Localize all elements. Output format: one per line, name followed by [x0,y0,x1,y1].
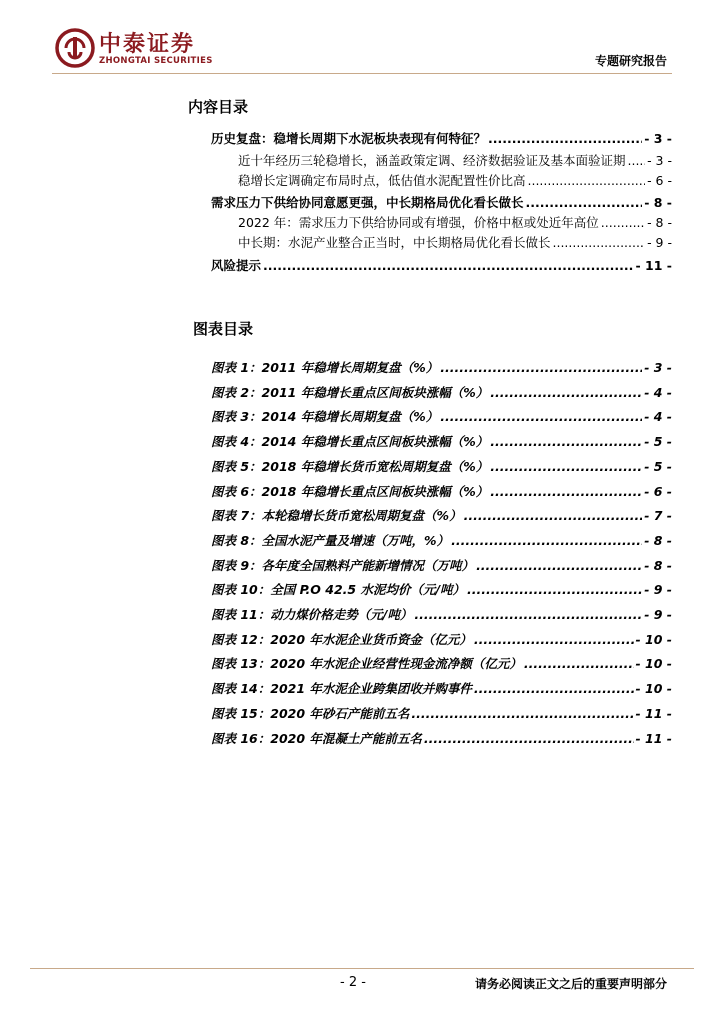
toc-entry[interactable] [211,484,672,500]
toc-entry-page: - 9 - [644,607,672,622]
toc-entry-text: 图表 16：2020 年混凝土产能前五名 [211,730,422,746]
toc-entry-page: - 11 - [635,730,672,746]
toc-leader-dots [424,731,634,747]
toc-entry-page: - 9 - [644,582,672,598]
toc-leader-dots [474,681,634,697]
toc-entry-page: - 10 - [635,631,672,647]
toc-leader-dots [464,508,643,524]
toc-entry-page: - 4 - [644,409,672,425]
toc-leader-dots [411,706,633,722]
footer-disclaimer: 请务必阅读正文之后的重要声明部分 [474,977,667,991]
toc-entry[interactable] [211,434,672,450]
toc-leader-dots [476,558,642,574]
toc-leader-dots [467,582,642,598]
toc-leader-dots [526,195,643,211]
toc-leader-dots [414,607,642,623]
logo-emblem-icon [55,28,95,68]
toc-entry-text: 图表 15：2020 年砂石产能前五名 [211,705,410,721]
toc-leader-dots [490,385,642,401]
toc-entry-text: 图表 4：2014 年稳增长重点区间板块涨幅（%） [211,434,489,450]
toc-entry-text: 图表 8：全国水泥产量及增速（万吨，%） [211,532,450,548]
toc-entry-text: 图表 9：各年度全国熟料产能新增情况（万吨） [211,557,475,573]
toc-entry-text: 图表 13：2020 年水泥企业经营性现金流净额（亿元） [211,656,522,672]
toc-entry[interactable] [211,706,672,722]
toc-entry[interactable] [238,215,672,231]
toc-leader-dots [474,632,634,648]
toc-leader-dots [440,409,642,425]
figures-title: 图表目录 [193,320,254,338]
toc-entry-page: - 8 - [647,215,672,230]
toc-entry[interactable] [211,409,672,425]
toc-entry[interactable] [211,258,672,274]
toc-entry-page: - 5 - [644,434,672,450]
toc-entry[interactable] [211,508,672,524]
toc-entry-page: - 10 - [635,681,672,697]
toc-entry[interactable] [211,195,672,211]
toc-entry-page: - 7 - [644,508,672,524]
footer-divider [30,968,694,969]
toc-entry-text: 稳增长定调确定布局时点，低估值水泥配置性价比高 [238,173,526,188]
toc-entry-text: 图表 3：2014 年稳增长周期复盘（%） [211,409,439,425]
toc-entry-text: 图表 12：2020 年水泥企业货币资金（亿元） [211,631,472,647]
toc-entry-page: - 8 - [644,195,672,210]
toc-entry-page: - 3 - [644,131,672,146]
toc-entry[interactable] [238,173,672,189]
toc-entry-page: - 6 - [647,173,672,188]
toc-entry-page: - 3 - [644,360,672,375]
toc-entry-text: 图表 7：本轮稳增长货币宽松周期复盘（%） [211,508,462,524]
toc-entry-text: 图表 5：2018 年稳增长货币宽松周期复盘（%） [211,458,489,474]
toc-leader-dots [451,533,642,549]
toc-entry-page: - 4 - [644,384,672,400]
logo-chinese-name: 中泰证券 [99,32,196,57]
logo-english-name: ZHONGTAI SECURITIES [99,56,213,66]
toc-entry-text: 需求压力下供给协同意愿更强，中长期格局优化看长做长 [211,195,524,210]
toc-entry-text: 图表 10：全国 P.O 42.5 水泥均价（元/吨） [211,582,466,598]
toc-entry-text: 图表 1：2011 年稳增长周期复盘（%） [211,360,439,375]
toc-leader-dots [488,131,642,147]
toc-entry[interactable] [211,131,672,147]
toc-leader-dots [440,360,642,376]
toc-entry[interactable] [211,558,672,574]
toc-entry[interactable] [238,153,672,169]
toc-entry-page: - 11 - [635,705,672,721]
toc-leader-dots [524,656,634,672]
toc-leader-dots [528,173,646,189]
toc-leader-dots [628,153,646,169]
toc-entry[interactable] [238,235,672,251]
page-header [0,0,724,80]
toc-entry-text: 图表 14：2021 年水泥企业跨集团收并购事件 [211,681,472,697]
toc-entry[interactable] [211,607,672,623]
toc-leader-dots [490,459,642,475]
toc-entry[interactable] [211,385,672,401]
toc-entry-text: 图表 11：动力煤价格走势（元/吨） [211,607,413,622]
toc-leader-dots [490,434,642,450]
page-number: - 2 - [340,975,366,990]
toc-entry[interactable] [211,360,672,376]
contents-title: 内容目录 [188,98,249,116]
toc-entry-text: 2022 年：需求压力下供给协同或有增强，价格中枢或处近年高位 [238,215,599,230]
toc-leader-dots [263,258,634,274]
toc-entry-page: - 10 - [635,656,672,672]
toc-entry[interactable] [211,632,672,648]
toc-entry[interactable] [211,656,672,672]
toc-entry-page: - 9 - [647,235,672,250]
toc-leader-dots [601,215,645,231]
document-type-label: 专题研究报告 [594,54,667,68]
toc-entry-page: - 8 - [644,557,672,573]
toc-entry-text: 历史复盘：稳增长周期下水泥板块表现有何特征？ [211,131,487,146]
toc-entry-page: - 11 - [635,258,672,273]
toc-entry-text: 图表 2：2011 年稳增长重点区间板块涨幅（%） [211,384,489,400]
toc-leader-dots [490,484,642,500]
toc-entry-text: 风险提示 [211,258,262,273]
toc-entry-text: 中长期：水泥产业整合正当时，中长期格局优化看长做长 [238,235,551,250]
toc-entry[interactable] [211,582,672,598]
toc-entry[interactable] [211,731,672,747]
toc-entry[interactable] [211,681,672,697]
toc-entry-page: - 6 - [644,483,672,499]
toc-entry[interactable] [211,459,672,475]
toc-entry-text: 图表 6：2018 年稳增长重点区间板块涨幅（%） [211,483,489,499]
toc-leader-dots [553,235,646,251]
toc-entry-page: - 8 - [644,532,672,548]
header-divider [52,73,672,74]
toc-entry[interactable] [211,533,672,549]
toc-entry-page: - 3 - [647,153,672,168]
toc-entry-text: 近十年经历三轮稳增长，涵盖政策定调、经济数据验证及基本面验证期 [238,153,626,168]
company-logo [55,28,255,72]
toc-entry-page: - 5 - [644,458,672,474]
